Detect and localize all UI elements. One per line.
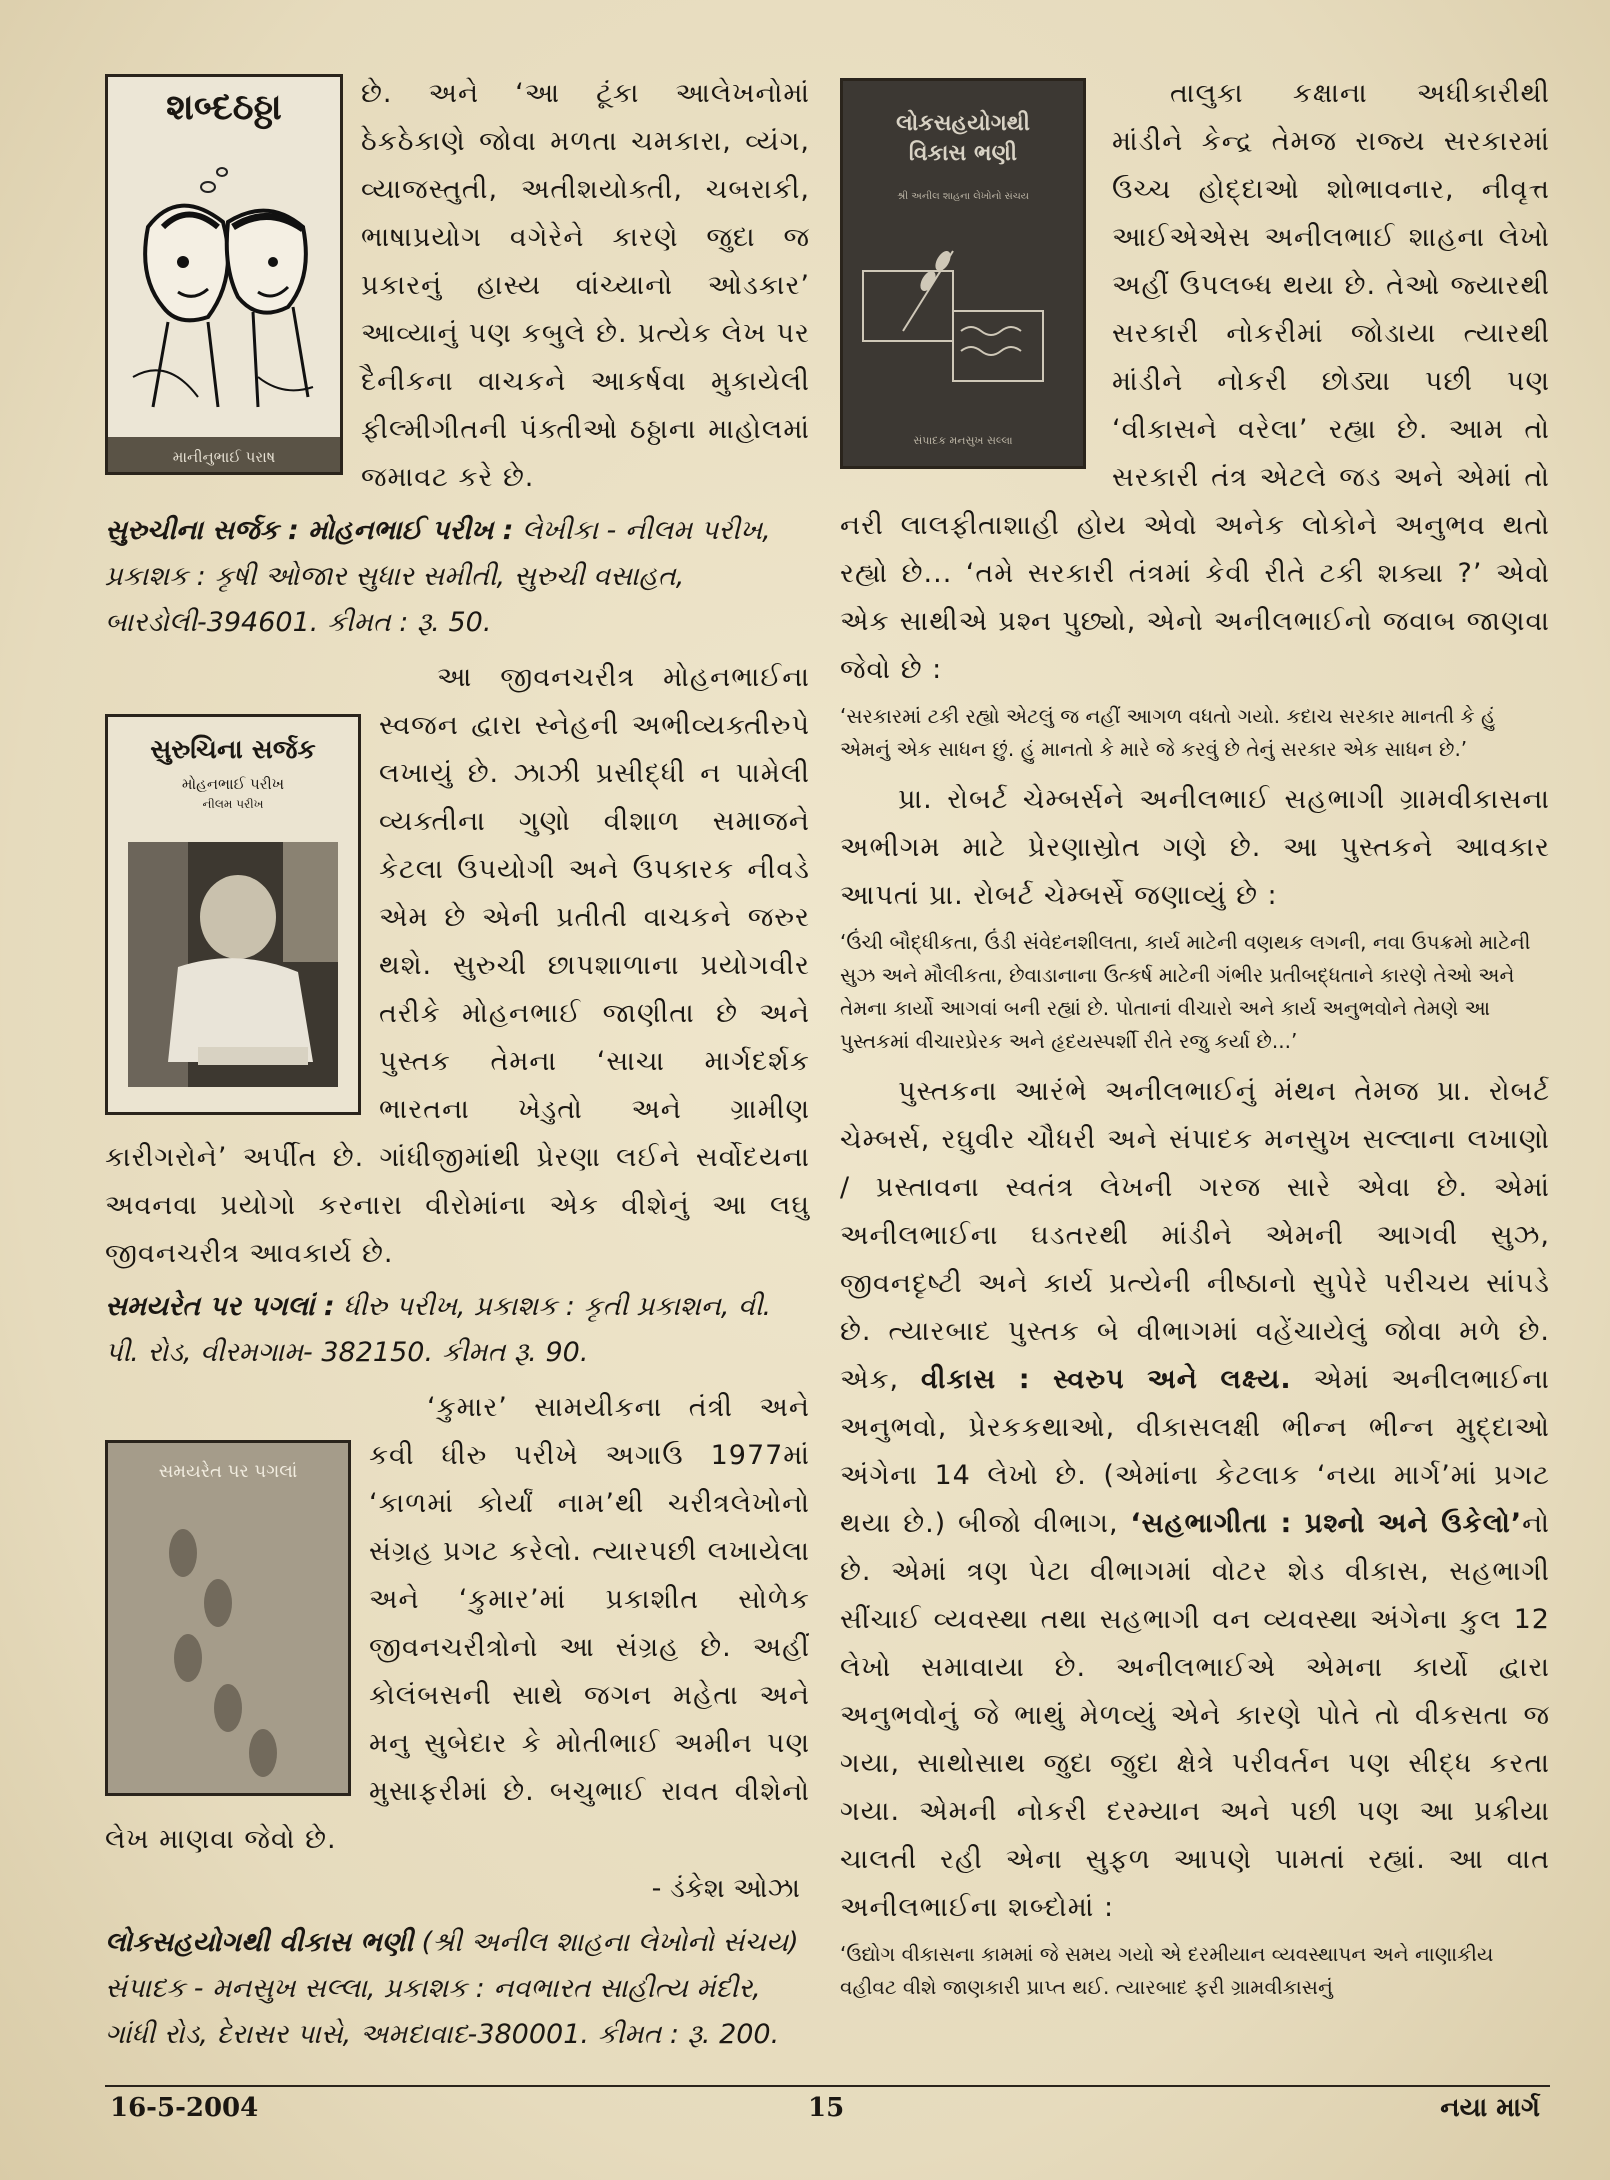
citation-samayret-par-paglan [105,1284,810,1376]
citation-title: લોકસહયોગથી વીકાસ ભણી [105,1927,414,1958]
citation-loksahyog [105,1920,810,2058]
book-cover-loksahyog [840,78,1086,469]
cover-author: નીલમ પરીખ [202,797,264,811]
review-samayret-text: ‘કુમાર’ સામયીકના તંત્રી અને કવી ધીરુ પરીખે અગાઉ 1977માં ‘કાળમાં કોર્યાં નામ’થી ચરીત્રલેખોનો સંગ્રહ પ્રગટ કરેલો. ત્યારપછી લખાયેલા અને ‘કુમાર’માં પ્રકાશીત સોળેક જીવનચરીત્રોનો આ સંગ્રહ છે. અહીં કોલંબસની સાથે જગન મહેતા અને મનુ સુબેદાર કે મોતીભાઈ અમીન પણ મુસાફરીમાં છે. બચુભાઈ રાવત વીશેનો લેખ માણવા જેવો છે. [105,1392,810,1855]
citation-details: (શ્રી અનીલ શાહના લેખોનો સંચય) સંપાદક - મનસુખ સલ્લા, પ્રકાશક : નવભારત સાહીત્ય મંદીર, ગાંધી રોડ, દેરાસર પાસે, અમદાવાદ-380001. કીમત : રૂ. 200. [105,1927,799,2050]
cover-title-line1: લોકસહયોગથી [896,111,1030,136]
reviewer-signature: - ડંકેશ ઓઝા [651,1873,800,1904]
portrait-photo [108,717,358,1112]
footprints-illustration [108,1443,348,1793]
citation-suruchi-na-sarjak [105,508,810,646]
text-part: એમાં અનીલભાઈના અનુભવો, પ્રેરકકથાઓ, વીકાસલક્ષી ભીન્ન ભીન્ન મુદ્દાઓ અંગેના 14 લેખો છે. (એમાંના કેટલાક ‘નયા માર્ગ’માં પ્રગટ થયા છે.) બીજો વીભાગ, [840,1364,1550,1539]
review-shabda-thaththa-text: છે. અને ‘આ ટૂંકા આલેખનોમાં ઠેકઠેકાણે જોવા મળતા ચમકારા, વ્યંગ, વ્યાજસ્તુતી, અતીશયોક્તી, ચબરાકી, ભાષાપ્રયોગ વગેરેને કારણે જુદા જ પ્રકારનું હાસ્ય વાંચ્યાનો ઓડકાર’ આવ્યાનું પણ કબુલે છે. પ્રત્યેક લેખ પર દૈનીકના વાચકને આકર્ષવા મુકાયેલી ફીલ્મીગીતની પંક્તીઓ ઠઠ્ઠાના માહોલમાં જમાવટ કરે છે. [361,78,810,493]
cover-title: સુરુચિના સર્જક [150,735,316,765]
cover-subtitle: મોહનભાઈ પરીખ [181,775,285,793]
book-cover-suruchi-na-sarjak [105,714,361,1115]
cartoon-illustration [108,77,340,472]
right-column [840,70,1550,2014]
cover-title-line2: વિકાસ ભણી [908,141,1018,166]
section-title-vikas: વીકાસ : સ્વરુપ અને લક્ષ્ય. [920,1364,1292,1395]
review-loksahyog-intro: તાલુકા કક્ષાના અધીકારીથી માંડીને કેન્દ્ર તેમજ રાજ્ય સરકારમાં ઉચ્ચ હોદ્દાઓ શોભાવનાર, નીવૃત્ત આઈએએસ અનીલભાઈ શાહના લેખો અહીં ઉપલબ્ધ થયા છે. તેઓ જ્યારથી સરકારી નોકરીમાં જોડાયા ત્યારથી માંડીને નોકરી છોડ્યા પછી પણ ‘વીકાસને વરેલા’ રહ્યા છે. આમ તો સરકારી તંત્ર એટલે જડ અને એમાં તો નરી લાલફીતાશાહી હોય એવો અનેક લોકોને અનુભવ થતો રહ્યો છે... ‘તમે સરકારી તંત્રમાં કેવી રીતે ટકી શક્યા ?’ એવો એક સાથીએ પ્રશ્ન પુછ્યો, એનો અનીલભાઈનો જવાબ જાણવા જેવો છે : [840,78,1550,685]
book-cover-samayret-par-paglan [105,1440,351,1796]
footer-magazine-name: નયા માર્ગ [1440,2093,1540,2123]
section-title-sahbhagita: ‘સહભાગીતા : પ્રશ્નો અને ઉકેલો’ [1130,1508,1523,1539]
citation-details: ધીરુ પરીખ, પ્રકાશક : કૃતી પ્રકાશન, વી. પી. રોડ, વીરમગામ- 382150. કીમત રૂ. 90. [105,1291,772,1368]
cover-editor: સંપાદક મનસુખ સલ્લા [913,434,1013,447]
citation-title: સુરુચીના સર્જક : મોહનભાઈ પરીખ : [105,515,514,546]
review-suruchi-text: આ જીવનચરીત્ર મોહનભાઈના સ્વજન દ્વારા સ્નેહની અભીવ્યક્તીરુપે લખાયું છે. ઝાઝી પ્રસીદ્ધી ન પામેલી વ્યક્તીના ગુણો વીશાળ સમાજને કેટલા ઉપયોગી અને ઉપકારક નીવડે એમ છે એની પ્રતીતી વાચકને જરુર થશે. સુરુચી છાપશાળાના પ્રયોગવીર તરીકે મોહનભાઈ જાણીતા છે અને પુસ્તક તેમના ‘સાચા માર્ગદર્શક ભારતના ખેડુતો અને ગ્રામીણ કારીગરોને’ અર્પીત છે. ગાંધીજીમાંથી પ્રેરણા લઈને સર્વોદયના અવનવા પ્રયોગો કરનારા વીરોમાંના એક વીશેનું આ લઘુ જીવનચરીત્ર આવકાર્ય છે. [105,662,810,1269]
cover-subtitle: શ્રી અનીલ શાહના લેખોનો સંચય [897,191,1029,202]
citation-title: સમયરેત પર પગલાં : [105,1291,335,1322]
review-book-structure [840,1068,1550,1932]
citation-details: લેખીકા - નીલમ પરીખ, પ્રકાશક : કૃષી ઓજાર સુધાર સમીતી, સુરુચી વસાહત, બારડોલી-394601. કીમત : રૂ. 50. [105,515,771,638]
footer-date: 16-5-2004 [110,2093,259,2123]
quote-anilbhai-sarkar: ‘સરકારમાં ટકી રહ્યો એટલું જ નહીં આગળ વધતો ગયો. કદાચ સરકાર માનતી કે હું એમનું એક સાધન છું. હું માનતો કે મારે જે કરવું છે તેનું સરકાર એક સાધન છે.’ [840,704,1496,761]
book-cover-shabda-thaththa [105,74,343,475]
review-chambers-intro: પ્રા. રોબર્ટ ચેમ્બર્સને અનીલભાઈ સહભાગી ગ્રામવીકાસના અભીગમ માટે પ્રેરણાસ્રોત ગણે છે. આ પુસ્તકને આવકાર આપતાં પ્રા. રોબર્ટ ચેમ્બર્સે જણાવ્યું છે : [840,784,1550,911]
cover-author: માનીનુભાઈ પરાષ [172,448,276,466]
footer-page-number: 15 [808,2093,845,2123]
text-part: પુસ્તકના આરંભે અનીલભાઈનું મંથન તેમજ પ્રા. રોબર્ટ ચેમ્બર્સ, રઘુવીર ચૌધરી અને સંપાદક મનસુખ સલ્લાના લખાણો / પ્રસ્તાવના સ્વતંત્ર લેખની ગરજ સારે એવા છે. એમાં અનીલભાઈના ઘડતરથી માંડીને એમની આગવી સુઝ, જીવનદૃષ્ટી અને કાર્ય પ્રત્યેની નીષ્ઠાનો સુપેરે પરીચય સાંપડે છે. ત્યારબાદ પુસ્તક બે વીભાગમાં વહેંચાયેલું જોવા મળે છે. એક, [840,1076,1550,1395]
cover-title: શબ્દઠઠ્ઠા [166,87,282,128]
cover-artwork [843,81,1083,466]
quote-anilbhai-udyog: ‘ઉદ્યોગ વીકાસના કામમાં જે સમય ગયો એ દરમીયાન વ્યવસ્થાપન અને નાણાકીય વહીવટ વીશે જાણકારી પ્રાપ્ત થઈ. ત્યારબાદ ફરી ગ્રામવીકાસનું [840,1942,1494,1999]
left-column [105,70,810,2066]
cover-title: સમયરેત પર પગલાં [158,1461,298,1482]
quote-robert-chambers: ‘ઉંચી બૌદ્ધીકતા, ઉંડી સંવેદનશીલતા, કાર્ય માટેની વણથક લગની, નવા ઉપક્રમો માટેની સુઝ અને મૌલીકતા, છેવાડાનાના ઉત્કર્ષ માટેની ગંભીર પ્રતીબદ્ધતાને કારણે તેઓ અને તેમના કાર્યો આગવાં બની રહ્યાં છે. પોતાનાં વીચારો અને કાર્ય અનુભવોને તેમણે આ પુસ્તકમાં વીચારપ્રેરક અને હૃદયસ્પર્શી રીતે રજુ કર્યા છે...’ [840,930,1531,1053]
text-part: નો છે. એમાં ત્રણ પેટા વીભાગમાં વોટર શેડ વીકાસ, સહભાગી સીંચાઈ વ્યવસ્થા તથા સહભાગી વન વ્યવસ્થા અંગેના કુલ 12 લેખો સમાવાયા છે. અનીલભાઈએ એમના કાર્યો દ્વારા અનુભવોનું જે ભાથું મેળવ્યું એને કારણે પોતે તો વીકસતા જ ગયા, સાથોસાથ જુદા જુદા ક્ષેત્રે પરીવર્તન પણ સીદ્ધ કરતા ગયા. એમની નોકરી દરમ્યાન અને પછી પણ આ પ્રક્રીયા ચાલતી રહી એના સુફળ આપણે પામતાં રહ્યાં. આ વાત અનીલભાઈના શબ્દોમાં : [840,1508,1550,1923]
footer-rule [105,2085,1550,2087]
